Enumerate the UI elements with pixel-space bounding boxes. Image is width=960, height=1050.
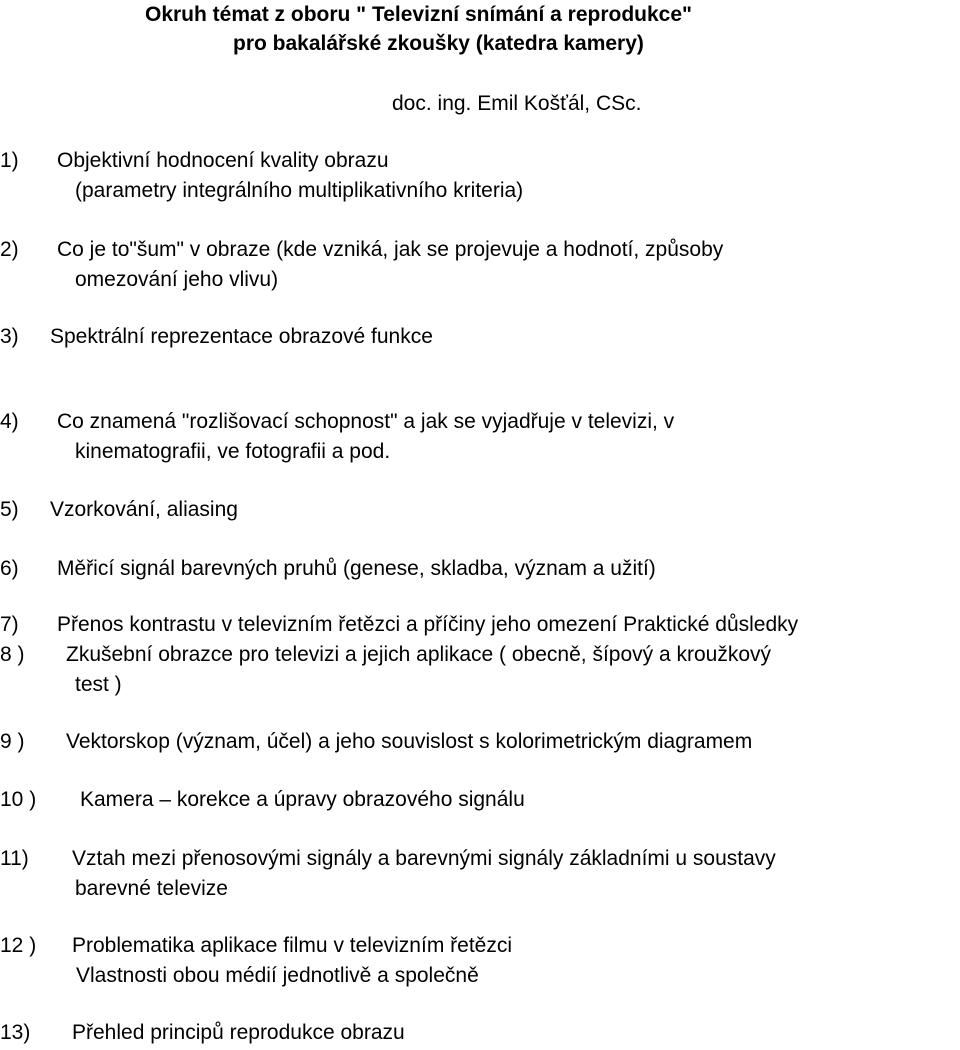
item-number: 10 ) [0,788,37,811]
item-text-line-1: Spektrální reprezentace obrazové funkce [50,325,433,348]
item-text-line-2: barevné televize [75,877,228,900]
item-number: 2) [0,238,19,261]
item-number: 13) [0,1021,31,1044]
author-name: doc. ing. Emil Košťál, CSc. [392,92,642,115]
item-text-line-1: Přenos kontrastu v televizním řetězci a příčiny jeho omezení Praktické důsledky [57,613,799,636]
item-number: 3) [0,325,19,348]
item-number: 11) [0,847,29,870]
item-number: 6) [0,557,19,580]
item-text-line-1: Problematika aplikace filmu v televizním řetězci [72,934,512,957]
item-text-line-1: Co znamená "rozlišovací schopnost" a jak se vyjadřuje v televizi, v [57,410,675,433]
item-text-line-2: Vlastnosti obou médií jednotlivě a společně [76,964,479,987]
item-text-line-1: Měřicí signál barevných pruhů (genese, skladba, význam a užití) [57,557,656,580]
item-text-line-2: kinematografii, ve fotografii a pod. [75,440,391,463]
item-text-line-1: Vektorskop (význam, účel) a jeho souvislost s kolorimetrickým diagramem [66,730,753,753]
item-text-line-1: Co je to"šum" v obraze (kde vzniká, jak se projevuje a hodnotí, způsoby [57,238,724,261]
item-text-line-1: Přehled principů reprodukce obrazu [72,1021,405,1044]
item-text-line-1: Objektivní hodnocení kvality obrazu [57,149,389,172]
item-number: 8 ) [0,643,25,666]
item-text-line-2: omezování jeho vlivu) [75,268,279,291]
item-number: 1) [0,149,19,172]
item-text-line-2: test ) [75,673,122,696]
item-number: 7) [0,613,19,636]
item-number: 5) [0,498,19,521]
document-title-line-1: Okruh témat z oboru " Televizní snímání a reprodukce" [145,3,692,26]
item-number: 12 ) [0,934,37,957]
item-text-line-1: Kamera – korekce a úpravy obrazového signálu [80,788,525,811]
item-text-line-1: Vzorkování, aliasing [50,498,238,521]
item-text-line-1: Zkušební obrazce pro televizi a jejich aplikace ( obecně, šípový a kroužkový [66,643,772,666]
item-text-line-1: Vztah mezi přenosovými signály a barevnými signály základními u soustavy [72,847,776,870]
item-number: 9 ) [0,730,25,753]
item-number: 4) [0,410,19,433]
document-title-line-2: pro bakalářské zkoušky (katedra kamery) [233,32,644,55]
item-text-line-2: (parametry integrálního multiplikativního kriteria) [75,179,524,202]
